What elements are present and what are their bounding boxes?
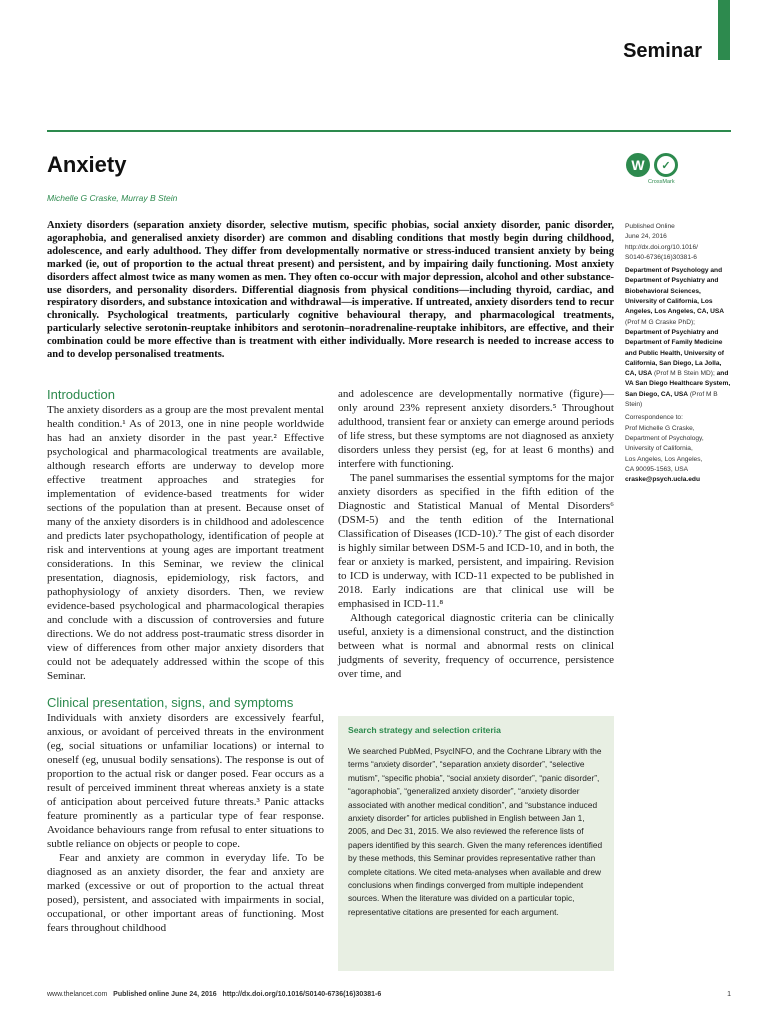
affiliation-2-person: (Prof M B Stein MD);: [653, 370, 715, 378]
correspondence-zip: CA 90095-1563, USA: [625, 465, 689, 473]
correspondence-univ: University of California,: [625, 445, 693, 453]
correspondence-city: Los Angeles, Los Angeles,: [625, 455, 703, 463]
column-right: [338, 387, 614, 681]
clinical-paragraph-1: Individuals with anxiety disorders are excessively fearful, anxious, or avoidant of perceived threats in the environment (eg, social situations or unfamiliar locations) or internal to oneself (eg, unusual bodily sensations). The response is out of proportion to the actual risk or danger posed. Fear occurs as a result of perceived imminent threat whereas anxiety is a state of anticipation about perceived future threats.³ Panic attacks feature prominently as a particular type of fear response. Avoidance behaviours range from refusal to enter situations to subtle reliance on objects or people to cope.: [47, 712, 324, 850]
affiliation-1: Department of Psychology and Department of Psychiatry and Biobehavioral Sciences, University of California, Los Angeles, Los Angeles, CA, USA: [625, 267, 725, 316]
doi-line-1[interactable]: http://dx.doi.org/10.1016/: [625, 243, 698, 251]
footer-doi[interactable]: http://dx.doi.org/10.1016/S0140-6736(16)30381-6: [222, 991, 382, 998]
footer-published: Published online June 24, 2016: [113, 991, 217, 998]
search-panel-body: We searched PubMed, PsycINFO, and the Cochrane Library with the terms “anxiety disorder”, “separation anxiety disorder”, “selective mutism”, “specific phobia”, “social anxiety disorder”, “panic disorder”, “agoraphobia”, “generalized anxiety disorder”, “anxiety disorder associated with another medical condition”, and “substance induced anxiety disorder” for articles published in English between Jan 1, 2005, and Dec 31, 2015. We also reviewed the reference lists of papers identified by this search. Given the many references identified by these methods, this Seminar provides representative rather than complete citations. We cited meta-analyses when available and drew conclusions when findings converged from multiple independent sources. When the literature was divided on a particular topic, representative citations are presented for each argument.: [348, 746, 603, 917]
crossmark-icon[interactable]: ✓: [654, 153, 678, 177]
affiliation-1-person: (Prof M G Craske PhD);: [625, 318, 695, 326]
col2-paragraph-3: Although categorical diagnostic criteria can be clinically useful, anxiety is a dimensional construct, and the distinction between what is normal and abnormal rests on clinical judgments of severity, frequency of occurrence, persistence over time, and: [338, 612, 614, 680]
search-strategy-panel: [338, 716, 614, 971]
col2-paragraph-1: and adolescence are developmentally normative (figure)—only around 23% represent anxiety disorders.⁵ Throughout adulthood, transient fear or anxiety can emerge around periods of life stress, but these symptoms are not diagnosed as anxiety disorders unless they persist (eg, for at least 6 months) and interfere with functioning.: [338, 388, 614, 470]
oa-badge-icon[interactable]: W: [626, 153, 650, 177]
correspondence-dept: Department of Psychology,: [625, 434, 704, 442]
crossmark-label: CrossMark: [648, 179, 675, 185]
affiliation-2: Department of Psychiatry and Department of Family Medicine and Public Health, University of California, San Diego, La Jolla, CA, USA: [625, 328, 724, 378]
intro-heading: Introduction: [47, 387, 115, 402]
article-title: Anxiety: [47, 152, 127, 177]
header-rule: [47, 130, 731, 132]
clinical-paragraph-2: Fear and anxiety are common in everyday life. To be diagnosed as an anxiety disorder, the fear and anxiety are marked (excessive or out of proportion to the actual threat posed), persistent, and associated with impairments in social, occupational, or other important areas of functioning. Most fears throughout childhood: [47, 852, 324, 934]
sidebar-meta: [625, 222, 731, 485]
correspondence-name: Prof Michelle G Craske,: [625, 424, 695, 432]
page-number: 1: [727, 991, 731, 998]
article-badges: [626, 153, 678, 177]
published-label: Published Online: [625, 223, 675, 230]
published-date: June 24, 2016: [625, 233, 667, 241]
column-left: [47, 387, 324, 935]
footer-site[interactable]: www.thelancet.com: [47, 991, 108, 998]
correspondence-label: Correspondence to:: [625, 414, 683, 422]
doi-line-2[interactable]: S0140-6736(16)30381-6: [625, 253, 697, 261]
section-label: Seminar: [623, 40, 702, 62]
abstract: Anxiety disorders (separation anxiety disorder, selective mutism, specific phobias, social anxiety disorder, panic disorder, agoraphobia, and generalised anxiety disorder) are common and disabling conditions that mostly begin during childhood, adolescence, and early adulthood. They differ from developmentally normative or stress-induced transient anxiety by being marked (ie, out of proportion to the actual threat present) and persistent, and by impairing daily functioning. Most anxiety disorders affect almost twice as many women as men. They often co-occur with major depression, alcohol and other substance-use disorders, and personality disorders. Differential diagnosis from physical conditions—including thyroid, cardiac, and respiratory disorders, and substance intoxication and withdrawal—is imperative. If untreated, anxiety disorders tend to recur chronically. Psychological treatments, particularly cognitive behavioural therapy, and pharmacological treatments, particularly selective serotonin-reuptake inhibitors and serotonin–noradrenaline-reuptake inhibitors, are effective, and their combination could be more effective than is treatment with either individually. More research is needed to increase access to and to develop personalised treatments.: [47, 220, 614, 361]
affiliation-2-and: and VA San Diego Healthcare System, San Diego, CA, USA: [625, 370, 731, 398]
correspondence-email[interactable]: craske@psych.ucla.edu: [625, 476, 700, 484]
clinical-heading: Clinical presentation, signs, and symptoms: [47, 695, 294, 710]
intro-paragraph: The anxiety disorders as a group are the most prevalent mental health condition.¹ As of 2013, one in nine people worldwide has had an anxiety disorder in the past year.² Effective psychological and pharmacological treatments are available, although research efforts are underway to develop more effective treatment approaches and strategies for implementation of evidence-based treatments for wider sections of the population than at present. Because onset of many of the anxiety disorders is in childhood and adolescence and predicts later psychopathology, identification of people at risk and interventions at young ages are important treatment considerations. In this Seminar, we review the clinical presentation, diagnosis, epidemiology, risk factors, and pathophysiology of anxiety disorders. Then, we review evidence-based psychological and pharmacological therapies and conclude with a discussion of controversies and future directions. We do not address post-traumatic stress disorder in view of differences from other major anxiety disorders that could not be adequately addressed within the scope of this Seminar.: [47, 404, 324, 682]
col2-paragraph-2: The panel summarises the essential symptoms for the major anxiety disorders as specified in the fifth edition of the Diagnostic and Statistical Manual of Mental Disorders⁶ (DSM-5) and the tenth edition of the International Classification of Diseases (ICD-10).⁷ The gist of each disorder is highly similar between DSM-5 and ICD-10, and in both, the fear or anxiety is marked, persistent, and impairing. Revision to ICD is underway, with ICD-11 expected to be published in 2018. Early indications are that clinical use will be emphasised in ICD-11.⁸: [338, 472, 614, 610]
article-authors: Michelle G Craske, Murray B Stein: [47, 193, 178, 203]
search-panel-title: Search strategy and selection criteria: [348, 725, 501, 735]
page-footer: [47, 991, 731, 998]
affiliation-3-person: (Prof M B Stein): [625, 390, 718, 409]
journal-accent-bar: [718, 0, 730, 60]
